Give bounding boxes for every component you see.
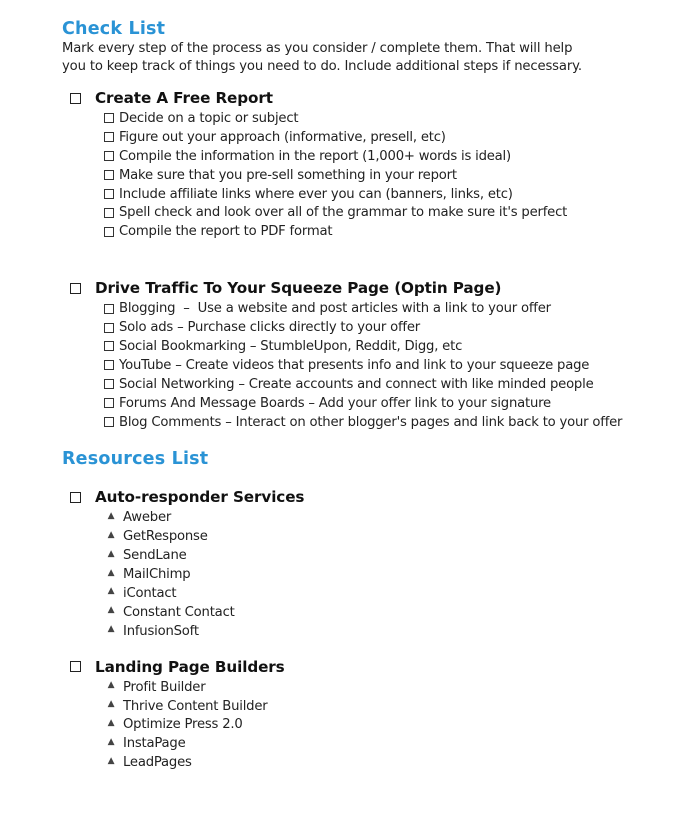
task-item [104, 147, 682, 166]
task-label: Solo ads – Purchase clicks directly to your offer [119, 320, 420, 336]
resource-list [62, 678, 682, 772]
task-item [104, 166, 682, 185]
resource-item [104, 753, 682, 772]
checkbox[interactable] [104, 379, 114, 389]
task-item [104, 299, 682, 318]
task-list [62, 299, 682, 431]
checkbox[interactable] [70, 661, 81, 672]
checklist-title: Check List [62, 19, 166, 39]
resource-item [104, 678, 682, 697]
checkbox[interactable] [104, 170, 114, 180]
task-label: Social Bookmarking – StumbleUpon, Reddit, Digg, etc [119, 338, 463, 354]
document-page [62, 18, 682, 772]
group-header [62, 656, 682, 678]
task-label: Spell check and look over all of the grammar to make sure it's perfect [119, 205, 568, 221]
triangle-bullet-icon: ▲ [107, 529, 115, 540]
task-label: Decide on a topic or subject [119, 110, 299, 126]
triangle-bullet-icon: ▲ [107, 736, 115, 747]
checklist-group-free-report [62, 87, 682, 241]
resources-group-autoresponders [62, 486, 682, 640]
resources-title: Resources List [62, 449, 209, 470]
group-title: Create A Free Report [95, 89, 273, 107]
resource-label: InstaPage [123, 736, 186, 752]
resource-label: LeadPages [123, 755, 192, 771]
checkbox[interactable] [104, 113, 114, 123]
checkbox[interactable] [104, 360, 114, 370]
task-label: YouTube – Create videos that presents info and link to your squeeze page [119, 357, 590, 373]
resource-label: Thrive Content Builder [123, 698, 268, 714]
task-label: Compile the information in the report (1,000+ words is ideal) [119, 148, 511, 164]
triangle-bullet-icon: ▲ [107, 586, 115, 597]
task-label: Compile the report to PDF format [119, 224, 333, 240]
checklist-group-drive-traffic [62, 277, 682, 431]
triangle-bullet-icon: ▲ [107, 605, 115, 616]
task-item [104, 375, 682, 394]
intro-line-1: Mark every step of the process as you consider / complete them. That will help [62, 41, 573, 56]
resource-item [104, 546, 682, 565]
checkbox[interactable] [104, 398, 114, 408]
group-header [62, 486, 682, 508]
intro-line-2: you to keep track of things you need to do. Include additional steps if necessary. [62, 59, 582, 74]
task-label: Make sure that you pre-sell something in your report [119, 167, 457, 183]
resource-label: MailChimp [123, 567, 191, 583]
resource-item [104, 527, 682, 546]
task-item [104, 356, 682, 375]
resource-item [104, 622, 682, 641]
checkbox[interactable] [104, 227, 114, 237]
task-label: Forums And Message Boards – Add your offer link to your signature [119, 395, 551, 411]
checkbox[interactable] [70, 93, 81, 104]
task-item [104, 222, 682, 241]
checkbox[interactable] [70, 283, 81, 294]
checkbox[interactable] [70, 492, 81, 503]
checkbox[interactable] [104, 341, 114, 351]
task-list [62, 109, 682, 241]
task-label: Include affiliate links where ever you can (banners, links, etc) [119, 186, 513, 202]
triangle-bullet-icon: ▲ [107, 699, 115, 710]
task-item [104, 203, 682, 222]
resource-label: InfusionSoft [123, 623, 199, 639]
resource-label: GetResponse [123, 529, 208, 545]
task-item [104, 109, 682, 128]
group-title: Drive Traffic To Your Squeeze Page (Optin Page) [95, 279, 502, 298]
resource-label: Aweber [123, 510, 172, 526]
resource-label: iContact [123, 585, 177, 601]
checkbox[interactable] [104, 189, 114, 199]
task-label: Blogging – Use a website and post articles with a link to your offer [119, 301, 551, 317]
group-title: Landing Page Builders [95, 657, 285, 676]
triangle-bullet-icon: ▲ [107, 548, 115, 559]
task-label: Figure out your approach (informative, presell, etc) [119, 129, 446, 145]
resource-item [104, 603, 682, 622]
resource-item [104, 508, 682, 527]
group-title: Auto-responder Services [95, 488, 305, 507]
resource-item [104, 734, 682, 753]
triangle-bullet-icon: ▲ [107, 510, 115, 521]
resource-label: Optimize Press 2.0 [123, 717, 243, 733]
task-item [104, 318, 682, 337]
triangle-bullet-icon: ▲ [107, 717, 115, 728]
triangle-bullet-icon: ▲ [107, 680, 115, 691]
checkbox[interactable] [104, 323, 114, 333]
resource-list [62, 508, 682, 640]
checkbox[interactable] [104, 304, 114, 314]
triangle-bullet-icon: ▲ [107, 567, 115, 578]
triangle-bullet-icon: ▲ [107, 755, 115, 766]
resource-item [104, 697, 682, 716]
task-item [104, 413, 682, 432]
resource-item [104, 565, 682, 584]
group-header [62, 87, 682, 109]
resource-label: Profit Builder [123, 679, 206, 695]
checkbox[interactable] [104, 417, 114, 427]
resource-item [104, 715, 682, 734]
checkbox[interactable] [104, 132, 114, 142]
triangle-bullet-icon: ▲ [107, 624, 115, 635]
checkbox[interactable] [104, 208, 114, 218]
resource-label: SendLane [123, 548, 187, 564]
resource-item [104, 584, 682, 603]
task-item [104, 185, 682, 204]
task-item [104, 128, 682, 147]
checkbox[interactable] [104, 151, 114, 161]
task-label: Social Networking – Create accounts and connect with like minded people [119, 376, 594, 392]
resources-group-landing-pages [62, 656, 682, 772]
task-item [104, 394, 682, 413]
resource-label: Constant Contact [123, 604, 235, 620]
group-header [62, 277, 682, 299]
task-item [104, 337, 682, 356]
task-label: Blog Comments – Interact on other blogger's pages and link back to your offer [119, 414, 623, 430]
